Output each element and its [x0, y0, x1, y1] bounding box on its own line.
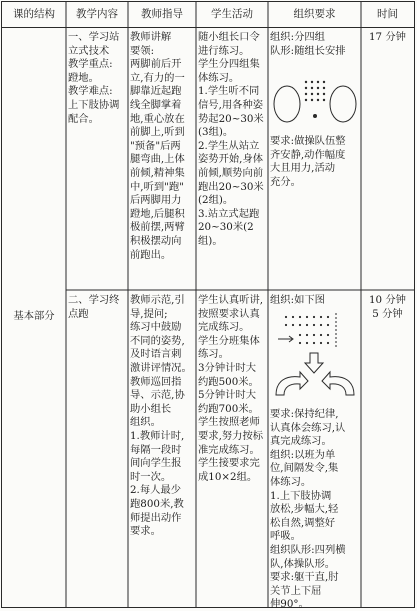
row2-org-top — [268, 293, 361, 309]
curved-arrow-right-icon — [322, 372, 354, 395]
header-structure: 课的结构 — [13, 8, 55, 20]
teacher-marker — [313, 114, 317, 118]
row2-activity-text: 学生认真听讲, 按照要求认真 完成练习。 学生分班集体 练习。 3分钟计时大 约跑500米。 5分钟计时大 约跑700米。 学生按照老师 要求,努力按标 准完成练习。 学生接要求完 成10×2组。 — [198, 294, 264, 483]
row1-org-bottom — [268, 134, 361, 288]
row2-time — [361, 293, 414, 603]
row1-activity — [196, 30, 268, 288]
section-label: 基本部分 — [13, 310, 55, 323]
formation-circle-right — [330, 86, 356, 122]
formation-circle-left — [274, 86, 300, 122]
row1-activity-text: 随小组长口令 进行练习。 学生分四组集 体练习。 1.学生听不同 信号,用各种姿 势起20~30米 (3组)。 2.学生从站立 姿势开始,身体 前倾,顺势向前 跑出20~30米 (2组)。 3.站立式起跑 20~30米(2 组)。 — [198, 31, 264, 247]
row1-formation-diagram — [270, 72, 360, 132]
header-guidance: 教师指导 — [141, 8, 183, 20]
header-activity: 学生活动 — [211, 8, 253, 20]
row1-guidance — [128, 30, 196, 288]
row1-guidance-text: 教师讲解 要领: 两脚前后开 立,有力的一 脚靠近起跑 线全脚掌着 地,重心放在 前脚上,听到 "预备"后两 腿弯曲,上体 前倾,精神集 中,听到"跑" 后两脚用力 蹬地,后腿积 极前摆,两臂 积极摆动向 前跑出。 — [130, 31, 185, 261]
row2-org-bottom — [268, 407, 361, 611]
row2-content — [66, 293, 128, 603]
row2-org-top-text: 组织:如下图 — [270, 294, 325, 306]
header-content: 教学内容 — [76, 8, 118, 20]
row2-org-bottom-text: 要求:保持纪律, 认真体会练习,认 真完成练习。 组织:以班为单 位,间隔发令,集 体练习。 1.上下肢协调 放松,步幅大,轻 松自然,调整好 呼吸。 组织队形:四列横 队,体操队形。 要求:躯干直,肘 关节上下屈 伸90°。 — [270, 408, 346, 611]
curved-arrow-left-icon — [276, 372, 308, 395]
row1-content-text: 一、学习站 立式技术 教学重点: 蹬地。 教学难点: 上下肢协调 配合。 — [68, 31, 120, 125]
down-arrow-icon — [305, 353, 323, 373]
row1-org-top-text: 组织:分四组 队形:随组长安排 — [270, 31, 346, 57]
row2-time-text: 10 分钟 5 分钟 — [369, 294, 406, 320]
row2-activity — [196, 293, 268, 603]
row2-guidance-text: 教师示范,引 导,提问; 练习中鼓励 不同的姿势, 及时语言刺 激讲评情况。 教师巡回指 导、示范,协 助小组长 组织。 1.教师计时, 每隔一段时 间向学生报 时一次。 2.每人最少 跑800米,教 师提出动作 要求。 — [130, 294, 192, 538]
row2-guidance — [128, 293, 196, 603]
row2-content-text: 二、学习终 点跑 — [68, 294, 120, 320]
header-time: 时间 — [377, 8, 398, 20]
row1-time-text: 17 分钟 — [369, 31, 406, 43]
row2-running-diagram — [270, 309, 360, 405]
row1-org-bottom-text: 要求:做操队伍整 齐安静,动作幅度 大且用力,活动 充分。 — [270, 135, 346, 188]
row1-time — [361, 30, 414, 288]
row1-content — [66, 30, 128, 288]
row1-org-top — [268, 30, 361, 70]
header-org: 组织要求 — [293, 8, 336, 20]
